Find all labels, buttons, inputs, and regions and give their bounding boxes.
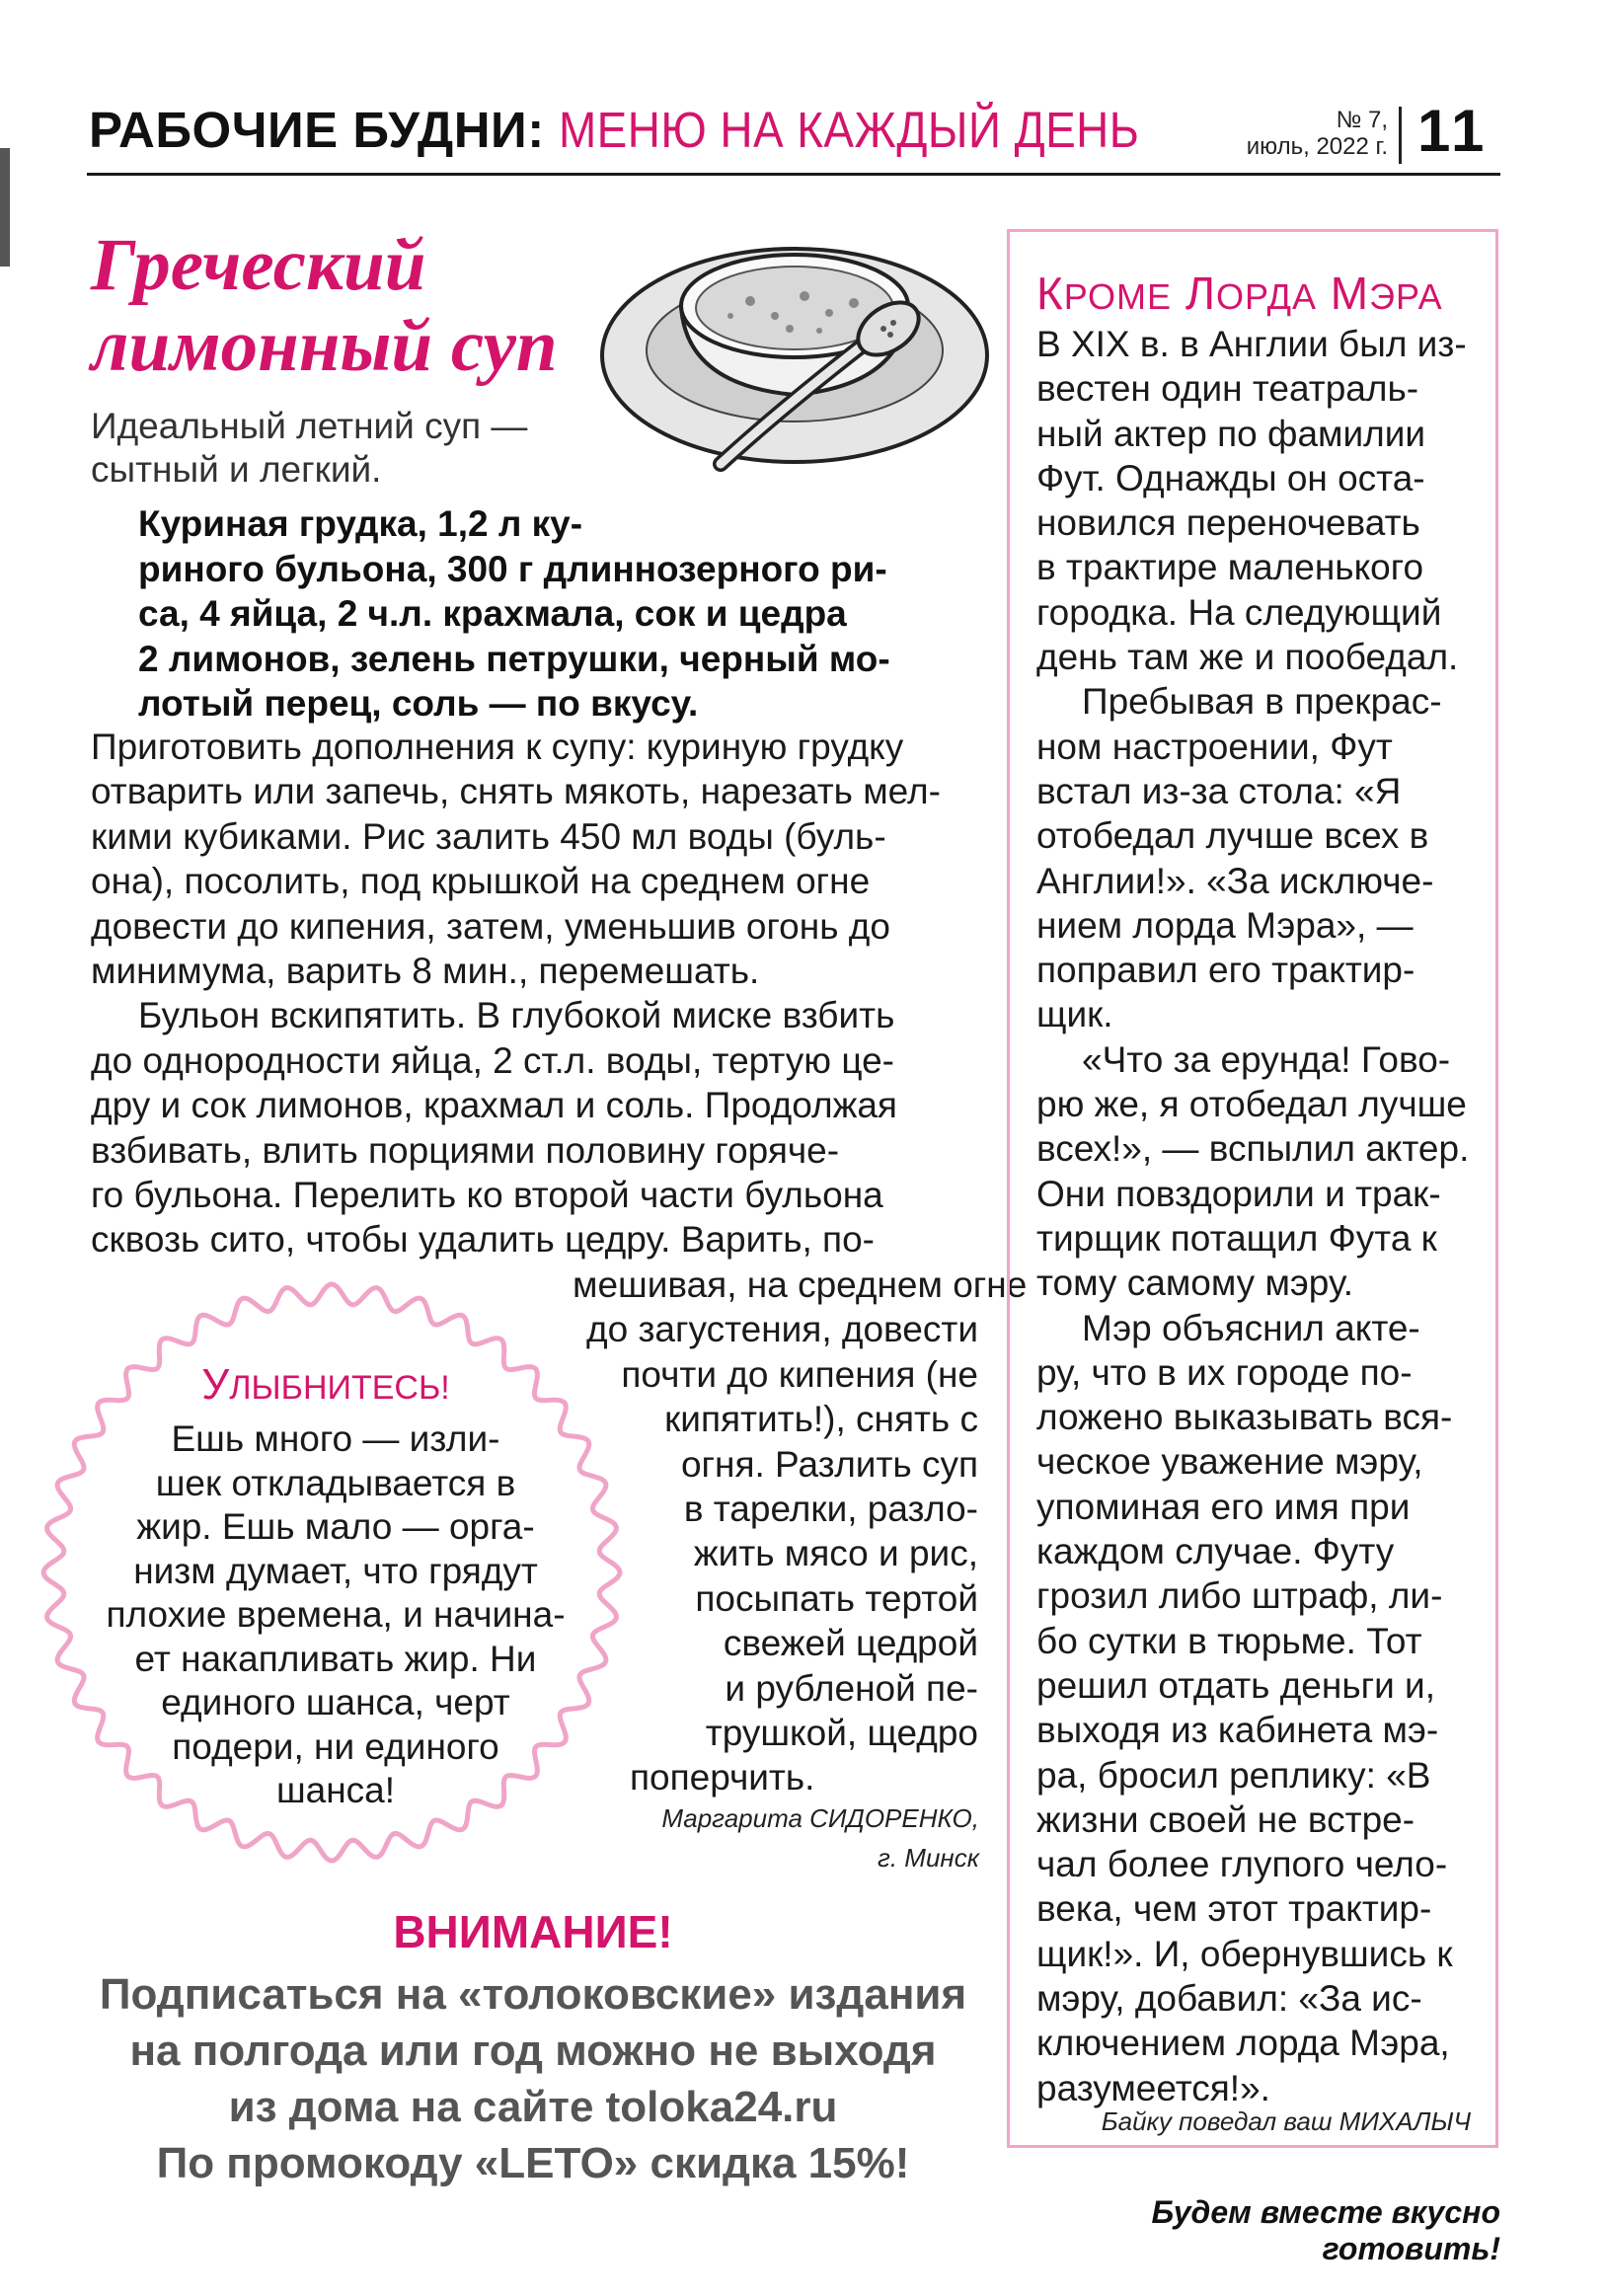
anecdote-line: Пребывая в прекрас-: [1082, 681, 1442, 723]
instruction-line: Приготовить дополнения к супу: куриную грудку: [91, 727, 904, 767]
joke-line: низм думает, что грядут: [133, 1550, 538, 1591]
instruction-line: огня. Разлить суп: [680, 1443, 978, 1485]
recipe-lead: [91, 405, 604, 492]
joke-line: жир. Ешь мало — орга-: [136, 1506, 535, 1547]
anecdote-line: тому самому мэру.: [1036, 1263, 1354, 1304]
anecdote-line: ру, что в их городе по-: [1036, 1351, 1413, 1393]
notice-line: Подписаться на «толоковские» издания: [99, 1970, 967, 2019]
joke-title: УЛЫБНИТЕСЬ!: [201, 1360, 450, 1409]
notice-line: на полгода или год можно не выходя: [129, 2027, 937, 2075]
page-header: [89, 101, 1204, 159]
anecdote-line: грозил либо штраф, ли-: [1036, 1575, 1443, 1617]
joke-line: ет накапливать жир. Ни: [134, 1638, 537, 1679]
header-divider: [1399, 107, 1402, 164]
issue-info: [1214, 107, 1388, 160]
anecdote-line: века, чем этот трактир-: [1036, 1888, 1432, 1930]
instruction-line: взбивать, влить порциями половину горяче-: [91, 1129, 840, 1171]
instruction-line: го бульона. Перелить ко второй части бульона: [91, 1175, 883, 1216]
anecdote-line: ческое уважение мэру,: [1036, 1441, 1423, 1483]
instruction-line: минимума, варить 8 мин., перемешать.: [91, 951, 760, 992]
header-rule: [87, 173, 1500, 176]
soup-bowl-icon: [592, 212, 1007, 528]
anecdote-line: ключением лорда Мэра,: [1036, 2023, 1450, 2064]
anecdote-line: разумеется!».: [1036, 2067, 1270, 2108]
anecdote-author: Байку поведал ваш МИХАЛЫЧ: [1101, 2106, 1471, 2136]
anecdote-text: [1036, 322, 1469, 2110]
anecdote-line: жизни своей не встре-: [1036, 1799, 1415, 1840]
attention-heading: ВНИМАНИЕ!: [393, 1906, 673, 1957]
instruction-line: до загустения, довести: [586, 1309, 978, 1350]
anecdote-line: ра, бросил реплику: «В: [1036, 1754, 1431, 1796]
anecdote-line: Англии!». «За исключе-: [1036, 860, 1434, 901]
instruction-line: мешивая, на среднем огне: [573, 1264, 1028, 1305]
anecdote-line: Мэр объяснил акте-: [1082, 1307, 1420, 1348]
anecdote-title: КРОМЕ ЛОРДА МЭРА: [1036, 268, 1443, 319]
issue-date: июль, 2022 г.: [1246, 133, 1388, 160]
recipe-title-line1: Греческий: [91, 224, 426, 306]
rubric-name: МЕНЮ НА КАЖДЫЙ ДЕНЬ: [559, 102, 1140, 158]
anecdote-line: нием лорда Мэра», —: [1036, 904, 1414, 946]
instruction-line: сквозь сито, чтобы удалить цедру. Варить, по-: [91, 1219, 875, 1261]
joke-line: подери, ни единого: [172, 1725, 499, 1767]
anecdote-line: ный актер по фамилии: [1036, 413, 1426, 454]
page-number: 11: [1417, 98, 1489, 164]
recipe-lead-line1: Идеальный летний суп —: [91, 406, 528, 446]
anecdote-line: ном настроении, Фут: [1036, 726, 1393, 767]
page-edge-mark: [0, 148, 10, 267]
instruction-line: и рубленой пе-: [725, 1667, 978, 1709]
instruction-line: свежей цедрой: [723, 1623, 978, 1664]
anecdote-line: поправил его трактир-: [1036, 950, 1415, 991]
instruction-line: кими кубиками. Рис залить 450 мл воды (буль-: [91, 815, 886, 857]
joke-text: [89, 1417, 582, 1813]
instruction-line: Бульон вскипятить. В глубокой миске взбить: [138, 995, 895, 1036]
anecdote-line: В XIX в. в Англии был из-: [1036, 324, 1467, 364]
anecdote-line: решил отдать деньги и,: [1036, 1664, 1435, 1706]
instruction-line: трушкой, щедро: [705, 1713, 978, 1754]
recipe-ingredients: [138, 501, 890, 727]
notice-line: из дома на сайте toloka24.ru: [228, 2083, 838, 2131]
anecdote-line: Фут. Однажды он оста-: [1036, 457, 1425, 498]
page-footer: Будем вместе вкусно готовить!: [1151, 2194, 1500, 2266]
recipe-instructions: [91, 725, 941, 1263]
instruction-line: она), посолить, под крышкой на среднем огне: [91, 861, 871, 902]
instruction-line: отварить или запечь, снять мякоть, нарезать мел-: [91, 771, 941, 812]
joke-line: Ешь много — изли-: [171, 1418, 500, 1459]
instruction-line: довести до кипения, затем, уменьшив огонь до: [91, 905, 890, 947]
anecdote-line: мэру, добавил: «За ис-: [1036, 1977, 1422, 2019]
author-name: Маргарита СИДОРЕНКО,: [661, 1803, 979, 1833]
instruction-line: посыпать тертой: [695, 1577, 978, 1619]
anecdote-line: новился переночевать: [1036, 502, 1420, 544]
subscription-notice: [59, 1966, 1007, 2191]
instruction-line: кипятить!), снять с: [664, 1399, 978, 1440]
instruction-line: поперчить.: [630, 1757, 815, 1799]
section-name: РАБОЧИЕ БУДНИ:: [89, 102, 545, 158]
joke-line: шанса!: [275, 1770, 396, 1810]
ingredients-line: риного бульона, 300 г длиннозерного ри-: [138, 548, 887, 589]
recipe-title: [91, 225, 644, 387]
anecdote-line: бо сутки в тюрьме. Тот: [1036, 1620, 1422, 1661]
anecdote-line: рю же, я отобедал лучше: [1036, 1084, 1467, 1125]
anecdote-line: тирщик потащил Фута к: [1036, 1217, 1437, 1259]
joke-line: единого шанса, черт: [161, 1682, 510, 1722]
anecdote-line: «Что за ерунда! Гово-: [1082, 1038, 1451, 1080]
instruction-line: в тарелки, разло-: [683, 1489, 978, 1530]
issue-number: № 7,: [1336, 107, 1388, 133]
notice-line: По промокоду «LETO» скидка 15%!: [156, 2139, 910, 2187]
anecdote-line: встал из-за стола: «Я: [1036, 770, 1402, 811]
instruction-line: жить мясо и рис,: [693, 1533, 978, 1574]
anecdote-line: щик!». И, обернувшись к: [1036, 1933, 1453, 1974]
ingredients-line: 2 лимонов, зелень петрушки, черный мо-: [138, 638, 890, 679]
ingredients-line: Куриная грудка, 1,2 л ку-: [138, 503, 583, 544]
joke-line: плохие времена, и начина-: [106, 1594, 566, 1635]
instruction-line: дру и сок лимонов, крахмал и соль. Продолжая: [91, 1085, 897, 1126]
anecdote-line: упоминая его имя при: [1036, 1486, 1411, 1527]
anecdote-line: день там же и пообедал.: [1036, 637, 1459, 678]
anecdote-line: в трактире маленького: [1036, 547, 1424, 588]
author-city: г. Минск: [878, 1843, 979, 1873]
recipe-title-line2: лимонный суп: [91, 305, 558, 387]
anecdote-line: выходя из кабинета мэ-: [1036, 1710, 1439, 1751]
anecdote-line: всех!», — вспылил актер.: [1036, 1128, 1470, 1170]
anecdote-line: вестен один театраль-: [1036, 368, 1419, 410]
anecdote-line: щик.: [1036, 994, 1113, 1035]
recipe-lead-line2: сытный и легкий.: [91, 449, 382, 490]
anecdote-line: ложено выказывать вся-: [1036, 1397, 1453, 1438]
anecdote-line: чал более глупого чело-: [1036, 1844, 1448, 1885]
anecdote-line: городка. На следующий: [1036, 591, 1442, 633]
anecdote-line: отобедал лучше всех в: [1036, 815, 1429, 857]
joke-line: шек откладывается в: [155, 1462, 516, 1503]
anecdote-line: каждом случае. Футу: [1036, 1531, 1395, 1572]
instruction-line: почти до кипения (не: [621, 1353, 978, 1395]
instruction-line: до однородности яйца, 2 ст.л. воды, тертую це-: [91, 1039, 894, 1081]
ingredients-line: са, 4 яйца, 2 ч.л. крахмала, сок и цедра: [138, 593, 847, 634]
anecdote-line: Они повздорили и трак-: [1036, 1173, 1441, 1214]
ingredients-line: лотый перец, соль — по вкусу.: [138, 683, 699, 724]
